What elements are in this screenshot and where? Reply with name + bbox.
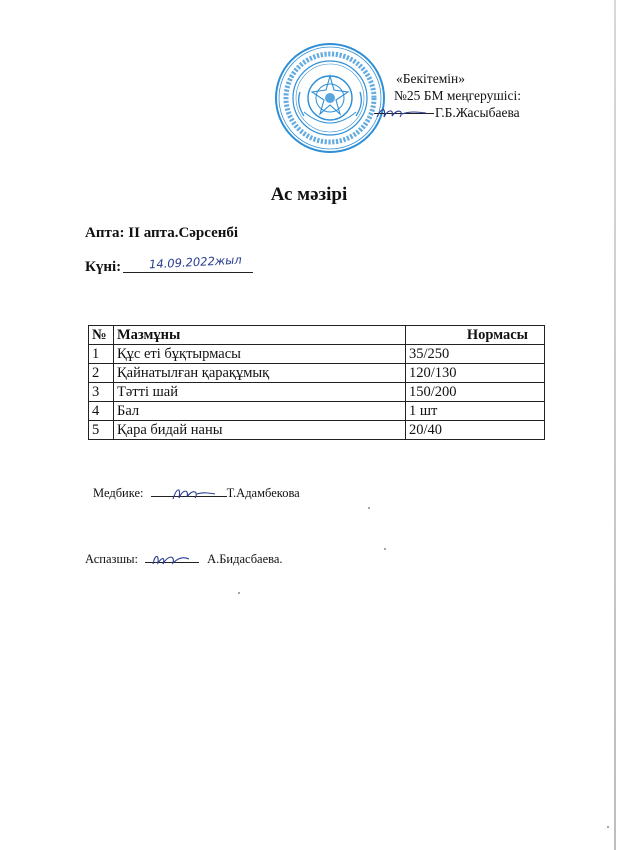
approval-position: №25 БМ меңгерушісі: <box>394 88 521 103</box>
row-content: Тәтті шай <box>114 383 406 402</box>
approval-block <box>394 70 521 121</box>
row-num: 4 <box>89 402 114 421</box>
header-content: Мазмұны <box>114 326 406 345</box>
scan-speck <box>238 592 240 594</box>
scan-speck <box>368 507 370 509</box>
row-content: Қайнатылған қарақұмық <box>114 364 406 383</box>
row-content: Бал <box>114 402 406 421</box>
row-norm: 150/200 <box>406 383 545 402</box>
director-signature <box>374 113 434 114</box>
cook-name: А.Бидасбаева. <box>207 552 283 566</box>
nurse-label: Медбике: <box>93 486 144 500</box>
table-row <box>89 383 545 402</box>
header-norm: Нормасы <box>406 326 545 345</box>
row-num: 3 <box>89 383 114 402</box>
handwritten-date: 14.09.2022жыл <box>148 252 242 272</box>
cook-signature <box>145 562 199 563</box>
row-num: 5 <box>89 421 114 440</box>
row-norm: 120/130 <box>406 364 545 383</box>
page-title: Ас мәзірі <box>270 184 348 205</box>
nurse-name: Т.Адамбекова <box>226 486 300 500</box>
date-line <box>85 252 253 276</box>
signature-icon <box>151 484 227 502</box>
table-row <box>89 402 545 421</box>
nurse-signature <box>151 496 227 497</box>
scan-speck <box>384 548 386 550</box>
director-name: Г.Б.Жасыбаева <box>435 105 520 120</box>
week-label: Апта: II апта.Сәрсенбі <box>85 225 239 241</box>
cook-signature-line <box>85 552 283 567</box>
row-norm: 20/40 <box>406 421 545 440</box>
round-seal-stamp <box>274 42 386 154</box>
table-row <box>89 345 545 364</box>
row-norm: 35/250 <box>406 345 545 364</box>
signature-icon <box>145 550 199 568</box>
date-label: Күні: <box>85 259 122 275</box>
table-header-row <box>89 326 545 345</box>
approval-signature-line <box>374 104 521 121</box>
header-num: № <box>89 326 114 345</box>
row-content: Қара бидай наны <box>114 421 406 440</box>
date-underline <box>123 272 253 273</box>
cook-label: Аспазшы: <box>85 552 138 566</box>
row-norm: 1 шт <box>406 402 545 421</box>
table-row <box>89 364 545 383</box>
scan-edge <box>614 0 616 850</box>
scan-speck <box>607 826 609 828</box>
table-row <box>89 421 545 440</box>
row-num: 1 <box>89 345 114 364</box>
approval-title: «Бекітемін» <box>396 71 465 86</box>
signature-icon <box>374 105 434 121</box>
menu-table <box>88 325 545 440</box>
nurse-signature-line <box>93 486 300 501</box>
row-num: 2 <box>89 364 114 383</box>
row-content: Құс еті бұқтырмасы <box>114 345 406 364</box>
